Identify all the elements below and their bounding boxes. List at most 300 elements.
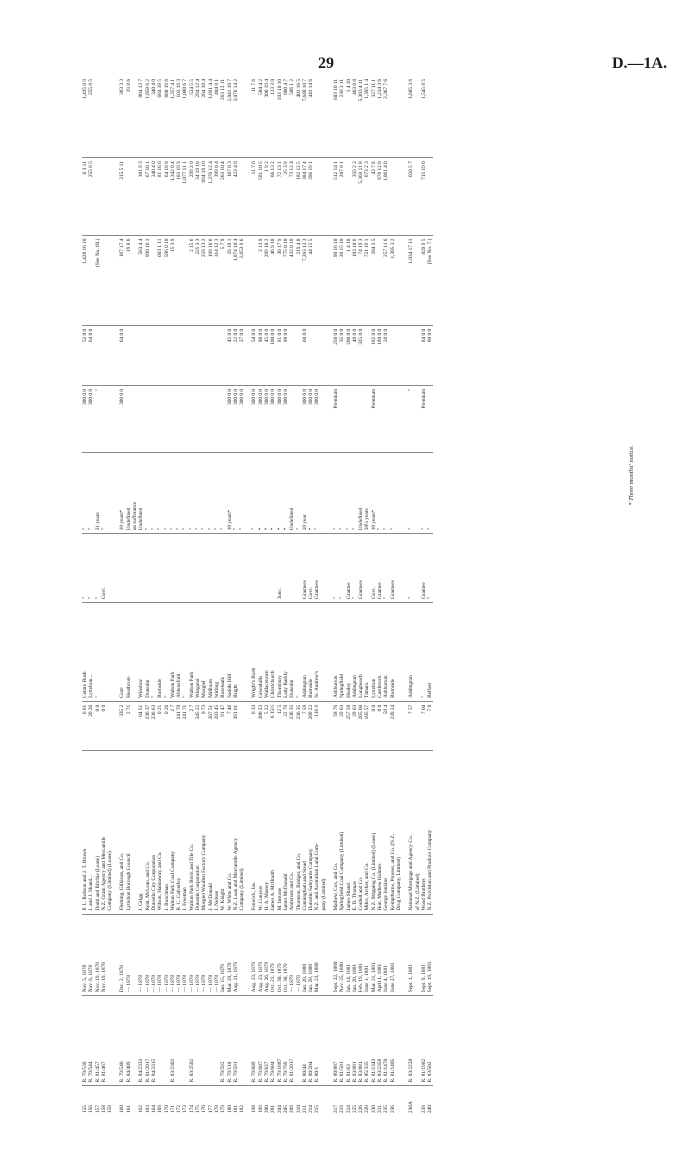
- table-cell: 265 66: [358, 701, 364, 750]
- table-cell: R. 84/2333: [138, 996, 144, 1086]
- table-cell: ”: [390, 452, 396, 534]
- table-cell: 35 0 0: [339, 325, 345, 385]
- table-cell: Junc.: [277, 534, 283, 603]
- table-cell: 80 0 0: [258, 325, 264, 385]
- table-cell: 59 4: [383, 701, 389, 750]
- table-cell: R. 83/2228: [408, 996, 414, 1086]
- table-cell: J. Grigg: [138, 751, 144, 914]
- table-cell: of N.Z. (Limited): [415, 751, 421, 914]
- table-cell: 314 12 3: [214, 235, 220, 325]
- table-cell: R. 83/2358: [377, 996, 383, 1086]
- table-cell: 235: [383, 1105, 390, 1113]
- table-cell: Longbeach: [358, 603, 364, 702]
- table-cell: pany (Limited): [321, 751, 327, 914]
- table-cell: — 1878: [176, 914, 182, 996]
- table-cell: 180: [226, 1105, 233, 1113]
- table-cell: Govt.: [308, 534, 314, 603]
- table-cell: Stirling: [214, 603, 220, 702]
- table-cell: J. Runciman: [164, 751, 170, 914]
- table-cell: Lyttelton Borough Council: [126, 751, 132, 914]
- table-cell: 383 3 3: [119, 76, 125, 158]
- table-cell: Rosebank: [220, 603, 226, 702]
- table-cell: 103 10 10: [277, 76, 283, 158]
- table-cell: 11 7 6: [251, 76, 257, 158]
- table-cell: *: [308, 452, 314, 534]
- table-cell: ”: [377, 452, 383, 534]
- table-cell: 162: [138, 1105, 145, 1113]
- table-cell: 1,545 8 5: [421, 76, 427, 158]
- table-cell: 976 12 0: [377, 158, 383, 235]
- table-cell: 864 13 7: [138, 76, 144, 158]
- table-cell: — 1878: [201, 914, 207, 996]
- table-cell: George Jenkins: [383, 751, 389, 914]
- table-cell: 214: [308, 1105, 315, 1113]
- table-cell: ”: [195, 452, 201, 534]
- table-cell: — 1878: [151, 914, 157, 996]
- table-cell: 300 0 0: [88, 386, 94, 453]
- table-cell: 1,357 4 1: [170, 76, 176, 158]
- table-cell: 603 1 11: [157, 235, 163, 325]
- table-cell: ”: [95, 603, 101, 702]
- table-cell: Lyttelton: [371, 603, 377, 702]
- table-cell: 72 13 1: [277, 158, 283, 235]
- table-cell: Dunedin: [145, 603, 151, 702]
- table-cell: R. C. Calverley: [176, 751, 182, 914]
- table-cell: 1,428 16 10: [82, 235, 88, 325]
- table-cell: R. 79/609: [251, 996, 257, 1086]
- table-cell: 264 10 4: [201, 76, 207, 158]
- table-cell: 7,263 13 3: [302, 235, 308, 325]
- table-cell: E. D. Thomas: [352, 751, 358, 914]
- table-cell: Sept. 22, 1880: [333, 914, 339, 996]
- table-cell: Henley: [346, 603, 352, 702]
- table-cell: J. McDonald: [208, 751, 214, 914]
- table-cell: W. Conyers: [258, 751, 264, 914]
- page-number: 29: [318, 55, 334, 72]
- table-cell: Grantee: [377, 534, 383, 603]
- table-cell: 1,305 3 2: [390, 235, 396, 325]
- table-cell: — 1878: [170, 914, 176, 996]
- table-cell: 73 12 4: [289, 158, 295, 235]
- table-cell: 29 19 1: [227, 235, 233, 325]
- table-cell: Jan. 20, 1881: [352, 914, 358, 996]
- table-cell: ”: [427, 452, 433, 534]
- table-cell: ”: [383, 452, 389, 534]
- table-cell: 463 0 8: [352, 76, 358, 158]
- table-cell: 267 51: [208, 701, 214, 750]
- table-cell: Premium: [421, 386, 427, 453]
- table-cell: [427, 76, 433, 158]
- table-cell: 255 8 5: [88, 158, 94, 235]
- table-cell: R. 80/1: [314, 996, 320, 1086]
- table-cell: 506 1 2: [289, 76, 295, 158]
- table-cell: ”: [352, 452, 358, 534]
- table-cell: 28 0 0: [383, 325, 389, 385]
- table-cell: 84 0 0: [421, 325, 427, 385]
- table-cell: Jan. 15, 1879: [220, 914, 226, 996]
- table-cell: 21 years: [95, 452, 101, 534]
- table-cell: 300 0 0: [227, 386, 233, 453]
- table-cell: ”: [296, 603, 302, 702]
- table-cell: R. 79/799: [283, 996, 289, 1086]
- table-cell: 263 13 11: [220, 76, 226, 158]
- table-cell: R. 80/887: [333, 996, 339, 1086]
- table-cell: 1,435 0 9: [82, 76, 88, 158]
- table-cell: 7,648 10 7: [302, 76, 308, 158]
- table-cell: 30 15 10: [339, 235, 345, 325]
- table-cell: Grantees: [302, 534, 308, 603]
- table-cell: 27 0 0: [239, 325, 245, 385]
- table-cell: Mathew, Cox, and Co.: [333, 751, 339, 914]
- table-cell: Lady Barkly: [283, 603, 289, 702]
- table-cell: 259 13 2: [201, 235, 207, 325]
- table-cell: Cunningham and Stead: [302, 751, 308, 914]
- table-cell: 34 19 10: [195, 158, 201, 235]
- table-cell: 1,874 10 4: [233, 235, 239, 325]
- table-cell: 257 58: [346, 701, 352, 750]
- table-cell: 167 17 4: [119, 235, 125, 325]
- table-cell: 215 5 11: [119, 158, 125, 235]
- table-cell: Mosgiel: [201, 603, 207, 702]
- table-cell: J. and J. Shand...: [88, 751, 94, 914]
- table-cell: Grantee: [346, 534, 352, 603]
- table-cell: 44 15 5: [308, 235, 314, 325]
- table-cell: April 1, 1881: [377, 914, 383, 996]
- table-cell: 301 9 3: [138, 158, 144, 235]
- table-cell: Kempthorne, Prosser, and Co. (N.Z.: [390, 751, 396, 914]
- table-cell: Sept. 1, 1881: [408, 914, 414, 996]
- table-cell: 1 9 2: [264, 158, 270, 235]
- table-cell: Fleming, Gilkison, and Co.: [119, 751, 125, 914]
- table-cell: Bright: [233, 603, 239, 702]
- table-cell: ”: [233, 452, 239, 534]
- table-cell: 10 years*: [371, 452, 377, 534]
- table-cell: 19 8 6: [126, 235, 132, 325]
- table-cell: 289 22: [308, 701, 314, 750]
- table-cell: 673 2 3: [364, 158, 370, 235]
- table-cell: Sept. 19, 1881: [427, 914, 433, 996]
- table-cell: 15 3 9: [170, 235, 176, 325]
- table-cell: Cordell and Co.: [358, 751, 364, 914]
- table-cell: Grantees: [358, 534, 364, 603]
- table-cell: 300 0 0: [233, 386, 239, 453]
- table-cell: 6 3 11: [82, 158, 88, 235]
- table-cell: 80 0 0: [427, 325, 433, 385]
- table-cell: ”: [408, 452, 414, 534]
- table-cell: Feb. 19, 1881: [358, 914, 364, 996]
- table-cell: ”: [333, 452, 339, 534]
- table-cell: 581 10 5: [258, 158, 264, 235]
- table-cell: Thomson, Bridger, and Co.: [296, 751, 302, 914]
- table-cell: H. A. Massey: [264, 751, 270, 914]
- table-cell: W. White and Co.: [227, 751, 233, 914]
- table-cell: 103 18 6: [352, 235, 358, 325]
- table-cell: *: [258, 452, 264, 534]
- table-cell: 401 16 5: [296, 76, 302, 158]
- table-cell: 584 4 2: [258, 76, 264, 158]
- table-cell: — 1879: [289, 914, 295, 996]
- table-cell: 236 35: [289, 701, 295, 750]
- table-cell: 241 70: [176, 701, 182, 750]
- table-cell: R. 81/2017: [145, 996, 151, 1086]
- table-cell: ”: [208, 452, 214, 534]
- table-cell: James A. McIlraith: [270, 751, 276, 914]
- table-cell: Walton Park: [189, 603, 195, 702]
- table-cell: 19 8 6: [126, 76, 132, 158]
- table-cell: — 1878: [138, 914, 144, 996]
- table-row: [427, 76, 433, 1116]
- table-cell: — 1878: [189, 914, 195, 996]
- table-cell: 721 19 1: [364, 235, 370, 325]
- table-cell: 90 16 10: [333, 235, 339, 325]
- table-cell: 359 2 2: [352, 158, 358, 235]
- table-cell: 300 0 0: [283, 386, 289, 453]
- table-cell: 263 10 4: [220, 158, 226, 235]
- table-cell: 240: [427, 1105, 434, 1113]
- table-cell: 300 0 0: [264, 386, 270, 453]
- table-cell: 172: [176, 1105, 183, 1113]
- table-cell: 29 63: [339, 701, 345, 750]
- table-cell: ”: [82, 452, 88, 534]
- table-cell: 176: [201, 1105, 208, 1113]
- table-cell: R. 79/540: [119, 996, 125, 1086]
- table-cell: 54 0 0: [251, 325, 257, 385]
- table-cell: 103 19 3: [176, 76, 182, 158]
- table-cell: 284 3 5: [371, 235, 377, 325]
- table-cell: 6 61: [82, 701, 88, 750]
- table-cell: 603 10 11: [333, 76, 339, 158]
- table-cell: 327 11 1: [371, 76, 377, 158]
- table-cell: 404 8 1: [214, 76, 220, 158]
- table-cell: *: [270, 452, 276, 534]
- table-cell: 66 13 2: [270, 158, 276, 235]
- table-cell: 164: [150, 1105, 157, 1113]
- table-cell: Christchurch: [270, 603, 276, 702]
- table-cell: R. 84/2315: [151, 996, 157, 1086]
- table-cell: 199: [257, 1105, 264, 1113]
- table-cell: 224: [345, 1105, 352, 1113]
- table-cell: 171: [169, 1105, 176, 1113]
- table-cell: 211: [301, 1105, 308, 1113]
- table-cell: Saddle Hill: [227, 603, 233, 702]
- table-cell: 0 0: [371, 701, 377, 750]
- table-cell: Undefined: [138, 452, 144, 534]
- table-cell: 255 8 5: [88, 76, 94, 158]
- table-cell: ”: [151, 452, 157, 534]
- table-cell: 103 19 3: [176, 158, 182, 235]
- table-cell: 300 0 0: [270, 386, 276, 453]
- table-cell: Jan. 14, 1881: [346, 914, 352, 996]
- table-cell: 226: [358, 1105, 365, 1113]
- table-cell: 58 76: [333, 701, 339, 750]
- table-cell: 30 17 9: [277, 235, 283, 325]
- table-cell: Wilson, Hannaway, and Co.: [157, 751, 163, 914]
- table-cell: 182 12 5: [296, 158, 302, 235]
- table-cell: ”: [383, 534, 389, 603]
- table-cell: Reid, McLean, and Co.: [145, 751, 151, 914]
- table-cell: Heathcote: [126, 603, 132, 702]
- table-cell: 5 7 9: [220, 235, 226, 325]
- table-cell: 294 12 4: [195, 76, 201, 158]
- table-cell: J. Freeman: [182, 751, 188, 914]
- table-cell: Ashburton: [383, 603, 389, 702]
- table-cell: 441 14 6: [308, 76, 314, 158]
- footnote: * Three months' notice.: [628, 445, 635, 506]
- table-cell: Castlerock: [377, 603, 383, 702]
- table-cell: Drug Company, Limited): [396, 751, 402, 914]
- table-cell: ”: [95, 534, 101, 603]
- table-cell: 217: [332, 1105, 339, 1113]
- table-cell: 45 0 0: [264, 325, 270, 385]
- table-cell: 11 7 6: [251, 158, 257, 235]
- table-cell: 325 0 0: [358, 325, 364, 385]
- table-cell: 43 7 8: [371, 158, 377, 235]
- table-cell: ”: [176, 452, 182, 534]
- table-cell: Undefined: [289, 452, 295, 534]
- table-cell: Undefined: [358, 452, 364, 534]
- table-cell: Walton Park Coal Company: [170, 751, 176, 914]
- table-cell: 1,395 1 4: [364, 76, 370, 158]
- table-cell: 432 8 10: [289, 235, 295, 325]
- table-cell: R. 81/1405: [390, 996, 396, 1086]
- table-cell: Undefined: [126, 452, 132, 534]
- table-cell: 205: [282, 1105, 289, 1113]
- table-cell: 60 0 0: [302, 325, 308, 385]
- table-cell: Aug. 26, 1879: [264, 914, 270, 996]
- table-cell: R. 83/2502: [189, 996, 195, 1086]
- table-cell: ”: [339, 534, 345, 603]
- table-cell: 7 0: [427, 701, 433, 750]
- table-cell: R. 79/1687: [277, 996, 283, 1086]
- table-cell: ”: [82, 534, 88, 603]
- table-cell: 391 61: [233, 701, 239, 750]
- table-cell: Oct. 30, 1879: [283, 914, 289, 996]
- table-cell: Grantees: [314, 534, 320, 603]
- table-cell: R. 79/544: [88, 996, 94, 1086]
- table-cell: R. 79/539: [82, 996, 88, 1086]
- table-cell: N.Z. Provision and Produce Company: [427, 751, 433, 914]
- table-cell: 29 63: [352, 701, 358, 750]
- table-cell: 6 15½: [270, 701, 276, 750]
- table-cell: Oct. 30, 1879: [277, 914, 283, 996]
- table-cell: *: [264, 452, 270, 534]
- table-cell: 159: [107, 1105, 114, 1113]
- table-cell: 299 2 0: [189, 158, 195, 235]
- table-cell: 1,034 17 11: [408, 235, 414, 325]
- table-cell: Govt.: [101, 534, 107, 603]
- table-cell: 81 0 0: [277, 325, 283, 385]
- table-cell: ”: [88, 452, 94, 534]
- table-cell: P. L. Robson and J. T. Brown: [82, 751, 88, 914]
- table-cell: 215: [314, 1105, 321, 1113]
- table-cell: 204: [276, 1105, 283, 1113]
- table-cell: ”: [164, 452, 170, 534]
- table-cell: R. 80/44: [302, 996, 308, 1086]
- table-cell: 200: [264, 1105, 271, 1113]
- table-cell: 40 0 0: [352, 325, 358, 385]
- table-cell: R. 79/110: [227, 996, 233, 1086]
- table-cell: 1,685 3 6: [408, 76, 414, 158]
- table-cell: 52 0 0: [82, 325, 88, 385]
- table-cell: Winslow: [138, 603, 144, 702]
- table-cell: 300 0 0: [308, 386, 314, 453]
- table-cell: ”: [182, 603, 188, 702]
- table-cell: 2 7: [170, 701, 176, 750]
- table-cell: *: [277, 452, 283, 534]
- table-cell: Dunedin City Corporation: [151, 751, 157, 914]
- table-cell: 3,076 14 2: [233, 76, 239, 158]
- table-cell: Dodd and Ritchie (Lease): [95, 751, 101, 914]
- table-cell: R. 79/592: [220, 996, 226, 1086]
- table-cell: R. 81/467: [101, 996, 107, 1086]
- table-cell: 715 19 0: [421, 158, 427, 235]
- table-cell: R. 79/607: [258, 996, 264, 1086]
- table-cell: Burnside: [308, 603, 314, 702]
- table-cell: 1 4 10: [346, 76, 352, 158]
- table-cell: Nov. 5, 1878: [82, 914, 88, 996]
- table-cell: ”: [239, 452, 245, 534]
- table-cell: ”: [352, 534, 358, 603]
- table-cell: 6 33: [251, 701, 257, 750]
- table-cell: R. 79/627: [264, 996, 270, 1086]
- table-cell: 257 11 6: [383, 235, 389, 325]
- table-cell: 225: [351, 1105, 358, 1113]
- table-cell: ”: [220, 452, 226, 534]
- table-cell: 46 9 10: [270, 235, 276, 325]
- table-cell: R. 85/335: [364, 996, 370, 1086]
- table-cell: Springfield: [339, 603, 345, 702]
- table-cell: 225 3 3: [195, 235, 201, 325]
- table-cell: 1,058 6 2: [145, 76, 151, 158]
- table-cell: 2,367 7 6: [383, 76, 389, 158]
- table-cell: 345 22: [195, 701, 201, 750]
- table-cell: 209: [289, 1105, 296, 1113]
- table-cell: 238A: [408, 1101, 415, 1113]
- table-cell: R. 83/881: [352, 996, 358, 1086]
- table-cell: R. 79/591: [233, 996, 239, 1086]
- table-cell: 170: [163, 1105, 170, 1113]
- table-cell: 179: [220, 1105, 227, 1113]
- table-cell: ”: [157, 452, 163, 534]
- table-cell: 386 23: [258, 701, 264, 750]
- table-cell: 0 21: [157, 701, 163, 750]
- table-cell: R. 83/502: [427, 996, 433, 1086]
- table-cell: — 1878: [195, 914, 201, 996]
- table-cell: 563 4 4: [138, 235, 144, 325]
- table-cell: R. 81/63: [346, 996, 352, 1086]
- table-cell: 236: [389, 1105, 396, 1113]
- table-cell: R. 81/457: [95, 996, 101, 1086]
- table-cell: Wingatui: [195, 603, 201, 702]
- table-cell: June 4, 1881: [383, 914, 389, 996]
- table-cell: 512 14 1: [333, 158, 339, 235]
- table-cell: Ashburton: [333, 603, 339, 702]
- table-cell: Jan. 28, 1880: [308, 914, 314, 996]
- table-cell: 163: [144, 1105, 151, 1113]
- table-cell: W. Knight: [220, 751, 226, 914]
- table-cell: Company (Limited) (Lease): [107, 751, 113, 914]
- table-cell: ”: [182, 452, 188, 534]
- table-cell: (See No. 7.): [427, 235, 433, 325]
- table-cell: Addington: [408, 603, 414, 702]
- table-cell: 177: [207, 1105, 214, 1113]
- table-cell: 178: [213, 1105, 220, 1113]
- table-cell: [427, 158, 433, 235]
- table-cell: 25 3 9: [283, 158, 289, 235]
- table-cell: 2,653 9 6: [239, 235, 245, 325]
- table-cell: 1,077 11 1: [182, 158, 188, 235]
- table-cell: — 1878: [214, 914, 220, 996]
